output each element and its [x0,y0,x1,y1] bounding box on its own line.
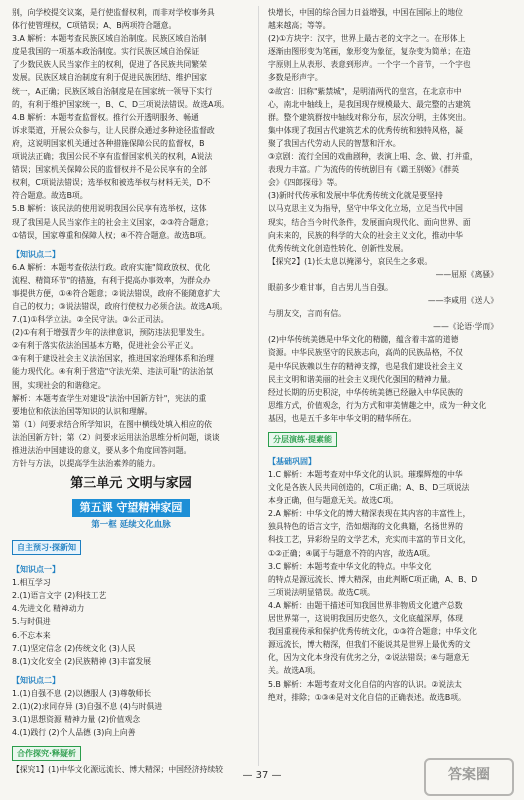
text-line: (2)①有利于增强青少年的法律意识，预防违法犯罪发生。 [12,328,210,338]
text-line: 7.(1)①科学立法。②全民守法。③公正司法。 [12,315,169,325]
lesson-title: 第五课 守望精神家园 [72,499,191,517]
section-banner: 分层演练·提素能 [268,432,337,447]
column-divider [258,6,259,766]
lesson-title-row [12,496,250,517]
text-line: 权利，C项说法错误；选举权和被选举权与材料无关，D不 [12,178,211,188]
text-line: ③有利于建设社会主义法治国家，推进国家治理体系和治理 [12,354,214,364]
text-line: 科技工艺，异彩纷呈的文学艺术，充实而丰富的节日文化， [268,535,471,545]
frame-title: 第一框 延续文化血脉 [91,520,171,531]
text-line: 越来越高；等等。 [268,21,331,31]
text-line: 基因，也是五千多年中华文明的精华所在。 [268,413,417,423]
text-line: 要地位和依法治国等知识的认识和理解。 [12,406,153,416]
section-banner-row [268,427,506,447]
section-heading: 【知识点一】 [12,565,60,575]
section-banner-row [12,535,250,555]
text-line: 解析：本题考查学生对建设"法治中国新方针"，宪法的重 [12,393,207,403]
citation-line: ——屈原《离骚》 [435,269,498,279]
text-line: 3.C 解析：本题考查中华文化的特点。中华文化 [268,561,432,571]
text-line: ①错误，国家尊重和保障人权；④不符合题意。故选B项。 [12,230,211,240]
text-line: 思维方式，价值观念，行为方式和审美情趣之中，成为一种文化 [268,400,487,410]
text-line: 文化是各族人民共同创造的，C项正确；A、B、D三项说法 [268,483,470,493]
text-line: 符合题意。故选B项。 [12,191,88,201]
text-line: 向未来的，民族的科学的大众的社会主义文化，推动中华 [268,230,463,240]
section-heading: 【基础巩固】 [268,457,316,466]
watermark-logo [424,758,514,796]
text-line: 4.B 解析：本题考查监督权。推行公开透明服务、畅通 [12,112,199,122]
section-heading-row [268,449,506,468]
text-line: 【探究2】(1)长太息以掩涕兮，哀民生之多艰。 [268,256,433,266]
text-line: 围，实现社会的和谐稳定。 [12,380,106,390]
text-line: 2.(1)语言文字 (2)科技工艺 [12,591,107,601]
text-line: 眼前多少难甘事，自古男儿当自强。 [268,282,393,292]
section-heading: 【知识点二】 [12,249,60,259]
text-line: 与朋友交，言而有信。 [268,309,346,319]
text-line: 现实，结合当今时代条件，发展面向现代化、面向世界、面 [268,217,471,227]
text-line: 诉求渠道，开展公众参与，让人民群众通过多种途径监督政 [12,125,215,135]
text-line: 聚了我国古代劳动人民的智慧和汗水。 [268,138,401,148]
text-line: 独具特色的语言文字，浩如烟海的文化典籍，名扬世界的 [268,522,463,532]
section-heading-row [12,242,250,261]
text-line: 4.先进文化 精神动力 [12,604,85,614]
text-line: 的，有利于维护国家统一，B、C、D三项说法错误。故选A项。 [12,99,230,109]
text-line: 3.A 解析：本题考查民族区域自治制度。民族区域自治制 [12,34,207,44]
text-line: 发展。民族区域自治制度有利于促进民族团结、维护国家 [12,73,207,83]
citation-line: ——李咸用《送人》 [427,296,498,306]
right-column [268,6,506,704]
text-line: 表现力丰富。广为流传的传统剧目有《霸王别姬》《群英 [268,165,460,175]
section-banner: 合作探究·释疑析 [12,746,81,761]
text-line: 8.(1)文化安全 (2)民族精神 (3)丰富发展 [12,656,152,666]
text-line: 5.B 解析：该民法的使用说明我国公民享有选举权，这体 [12,204,207,214]
text-line: (2)①方块字：汉字，世界上最古老的文字之一。在形体上 [268,34,466,44]
text-line: 化，因为文化本身没有优劣之分，②说法错误；④与题意无 [268,653,470,663]
text-line: 6.A 解析：本题考查依法行政。政府实施"简政放权、优化 [12,262,211,272]
left-column [12,6,250,776]
text-line: ③京剧：流行全国的戏曲剧种，表演上唱、念、做、打并重， [268,152,478,162]
text-line: 能力现代化。④有利于营造"守法光荣、违法可耻"的法治氛 [12,367,214,377]
text-line: 3.(1)思想资源 精神力量 (2)价值观念 [12,715,141,725]
text-line: 绝对，排除；①③④是对文化自信的正确表述。故选B项。 [268,692,466,702]
citation-line: ——《论语·学而》 [433,322,498,332]
text-line: ②故宫：旧称"紫禁城"，是明清两代的皇宫，在北京市中 [268,86,462,96]
text-line: 集中体现了我国古代建筑艺术的优秀传统和独特风格，凝 [268,125,463,135]
text-line: 字原则上从表形、表意到形声。一个字一个音节，一个字也 [268,60,471,70]
text-line: 错误；国家机关保障公民的监督权并不是公民享有的全部 [12,165,207,175]
text-line: ①②正确；④属于与题意不符的内容，故选A项。 [268,548,435,558]
text-line: 居世界第一，这说明我国历史悠久，文化底蕴深厚，体现 [268,614,463,624]
text-line: 资源。中华民族坚守的民族志向，高尚的民族品格，不仅 [268,348,463,358]
text-line: 关。故选A项。 [268,666,321,676]
section-banner: 自主预习·探新知 [12,540,81,555]
section-heading: 【知识点二】 [12,675,60,685]
text-line: 方针与方法，以提高学生法治素养的能力。 [12,459,161,469]
text-line: 心，南北中轴线上，是我国现存规模最大、最完整的古建筑 [268,99,471,109]
unit-title: 第三单元 文明与家园 [70,476,192,492]
text-line: 5.B 解析：本题考查对文化自信的内容的认识。②说法太 [268,679,462,689]
text-line: 流程、精简环节"的措施，有利于提高办事效率，为群众办 [12,275,211,285]
text-line: 是中华民族赖以生存的精神支撑，也是我们建设社会主义 [268,361,463,371]
text-line: 源远流长，博大精深，但我们不能说其是世界上最优秀的文 [268,640,471,650]
text-line: 的特点是源远流长、博大精深，由此判断C项正确，A、B、D [268,574,478,584]
text-line: 1.C 解析：本题考查对中华文化的认识。璀璨辉煌的中华 [268,470,463,479]
text-line: 项说法正确；我国公民不享有监督国家机关的权利，A说法 [12,152,213,162]
text-line: 5.与时俱进 [12,617,51,627]
text-line: 2.(1)(2)求同存异 (3)自强不息 (4)与时俱进 [12,701,163,711]
text-line: 优秀传统文化创造性转化、创新性发展。 [268,243,409,253]
text-line: 了少数民族人民当家作主的权利，促进了各民族共同繁荣 [12,60,207,70]
text-line: 现了我国是人民当家作主的社会主义国家，②③符合题意； [12,217,214,227]
text-line: 【探究1】(1)中华文化源远流长、博大精深；中国经济持续较 [12,765,223,775]
watermark-text: 答案圈 [448,767,490,783]
text-line: 以马克思主义为指导，坚守中华文化立场，立足当代中国 [268,204,463,214]
text-line: ②有利于落实依法治国基本方略，促进社会公平正义。 [12,341,199,351]
text-line: 本身正确，但与题意无关。故选C项。 [268,496,399,506]
text-line: (2)中华传统美德是中华文化的精髓，蕴含着丰富的道德 [268,335,459,345]
text-line: 会》《四郎探母》等。 [268,178,343,188]
text-line: 7.(1)坚定信念 (2)传统文化 (3)人民 [12,643,136,653]
text-line: 推进法治中国建设的意义，要从多个角度回答问题。 [12,446,192,455]
text-line: 民主文明和谐美丽的社会主义现代化强国的精神力量。 [268,374,456,384]
text-line: 府，这说明国家机关通过各种措施保障公民的监督权，B [12,138,205,148]
text-line: 快增长，中国的综合国力日益增强，中国在国际上的地位 [268,8,463,17]
text-line: 度是我国的一项基本政治制度。实行民族区域自治保证 [12,47,200,57]
text-line: 法治国新方针；第（2）问要求运用法治思维分析问题，谈谈 [12,432,220,442]
text-line: 事提供方便，①④符合题意；②说法错误，政府不能随意扩大 [12,288,221,298]
text-line: 经过长期的历史积淀，中华传统美德已经融入中华民族的 [268,387,463,397]
text-line: 1.(1)自强不息 (2)以德服人 (3)尊敬师长 [12,688,152,698]
text-line: 第（1）问要求结合所学知识，在图中横线处填入相应的依 [12,419,212,429]
text-line: 别，向学校提交议案，是行使监督权利，而非对学校事务具 [12,8,215,17]
text-line: 4.A 解析：由题干描述可知我国世界非物质文化遗产总数 [268,600,463,610]
text-line: 体行使管理权，C项错误；A、B两项符合题意。 [12,21,177,31]
text-line: (3)新时代传承和发展中华优秀传统文化就是要坚持 [268,191,443,201]
text-line: 自己的权力；③说法错误，政府行使权力必须合法。故选A项。 [12,301,228,311]
text-line: 逐渐由图形变为笔画，象形变为象征，复杂变为简单；在造 [268,47,471,57]
text-line: 4.(1)践行 (2)个人品德 (3)向上向善 [12,728,136,738]
section-banner-row [12,741,250,761]
text-line: 群。整个建筑群按中轴线对称分布，层次分明，主体突出。 [268,112,471,122]
section-heading-row [12,668,250,687]
page-number: — 37 — [242,770,282,781]
section-heading-row [12,557,250,576]
text-line: 多数是形声字。 [268,73,323,83]
text-line: 2.A 解析：中华文化的博大精深表现在其内容的丰富性上， [268,509,471,519]
text-line: 统一，A正确；民族区域自治制度是在国家统一领导下实行 [12,86,213,96]
text-line: 三项说法明显错误。故选C项。 [268,587,375,597]
text-line: 我国重视传承和保护优秀传统文化，①③符合题意；中华文化 [268,627,477,637]
text-line: 6.不忘本来 [12,630,51,640]
text-line: 1.相互学习 [12,578,51,588]
